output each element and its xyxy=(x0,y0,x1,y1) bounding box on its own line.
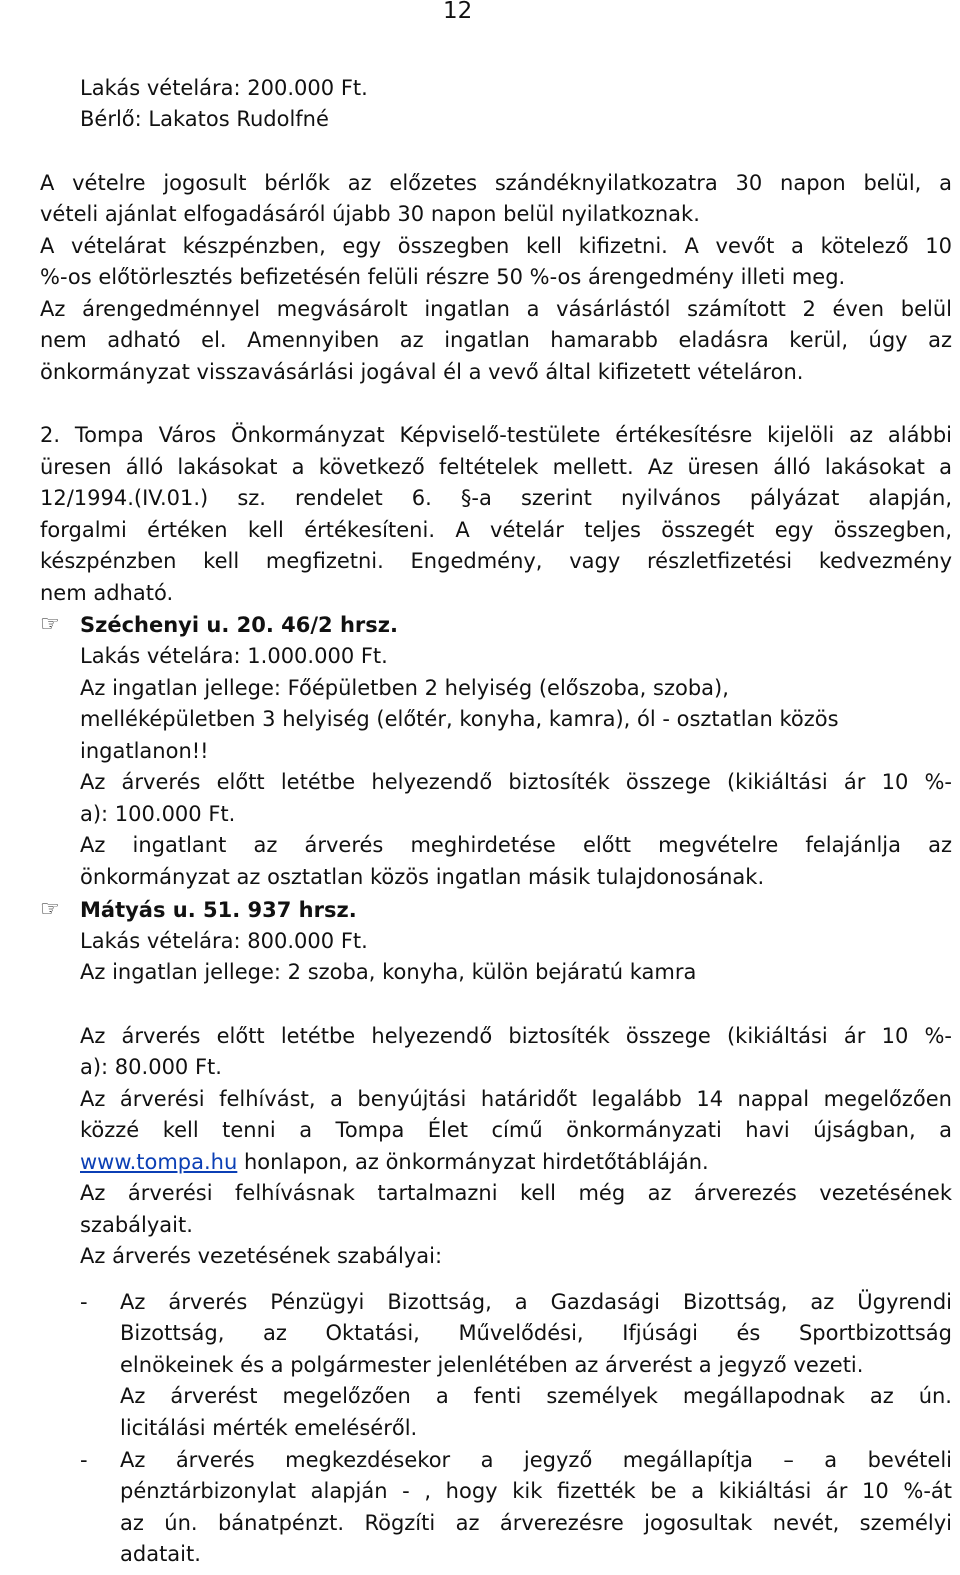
section2-line: 2. Tompa Város Önkormányzat Képviselő-testülete értékesítésre kijelöli az alábbi xyxy=(40,423,952,447)
item-line: melléképületben 3 helyiség (előtér, konyha, kamra), ól - osztatlan közös xyxy=(80,707,839,731)
tenant-text: Bérlő: Lakatos Rudolfné xyxy=(80,107,329,131)
rule-line: licitálási mérték emeléséről. xyxy=(120,1416,418,1440)
paragraph-line: Az árengedménnyel megvásárolt ingatlan a vásárlástól számított 2 éven belül xyxy=(40,297,952,321)
section2-line: forgalmi értéken kell értékesíteni. A vételár teljes összegét egy összegben, xyxy=(40,518,952,542)
rule-line: elnökeinek és a polgármester jelenlétében az árverést a jegyző vezeti. xyxy=(120,1353,864,1377)
item-line: a): 80.000 Ft. xyxy=(80,1055,222,1079)
link-after-text: honlapon, az önkormányzat hirdetőtábláján. xyxy=(237,1150,709,1174)
section2-line: készpénzben kell megfizetni. Engedmény, vagy részletfizetési kedvezmény xyxy=(40,549,952,573)
rule-line: adatait. xyxy=(120,1542,201,1566)
item-line: a): 100.000 Ft. xyxy=(80,802,236,826)
item-line: Az árverési felhívást, a benyújtási határidőt legalább 14 nappal megelőzően xyxy=(80,1087,952,1111)
item-line: szabályait. xyxy=(80,1213,193,1237)
item-line: Lakás vételára: 1.000.000 Ft. xyxy=(80,644,388,668)
item-heading: Széchenyi u. 20. 46/2 hrsz. xyxy=(80,613,398,637)
item-line: önkormányzat az osztatlan közös ingatlan másik tulajdonosának. xyxy=(80,865,765,889)
rule-line: Az árverést megelőzően a fenti személyek megállapodnak az ún. xyxy=(120,1384,952,1408)
item-line: Lakás vételára: 800.000 Ft. xyxy=(80,929,368,953)
item-line: Az ingatlan jellege: Főépületben 2 helyiség (előszoba, szoba), xyxy=(80,676,729,700)
rule-line: Az árverés Pénzügyi Bizottság, a Gazdasági Bizottság, az Ügyrendi xyxy=(120,1290,952,1314)
rule-line: Bizottság, az Oktatási, Művelődési, Ifjúsági és Sportbizottság xyxy=(120,1321,952,1345)
section2-line: nem adható. xyxy=(40,581,174,605)
rule-line: Az árverés megkezdésekor a jegyző megállapítja – a bevételi xyxy=(120,1448,952,1472)
item-line: Az árverési felhívásnak tartalmazni kell még az árverezés vezetésének xyxy=(80,1181,952,1205)
item-line: ingatlanon!! xyxy=(80,739,209,763)
paragraph-line: A vételárat készpénzben, egy összegben kell kifizetni. A vevőt a kötelező 10 xyxy=(40,234,952,258)
rule-line: pénztárbizonylat alapján - , hogy kik fizették be a kikiáltási ár 10 %-át xyxy=(120,1479,952,1503)
paragraph-line: %-os előtörlesztés befizetésén felüli részre 50 %-os árengedmény illeti meg. xyxy=(40,265,846,289)
website-link[interactable]: www.tompa.hu xyxy=(80,1150,238,1174)
item-line: Az árverés előtt letétbe helyezendő biztosíték összege (kikiáltási ár 10 %- xyxy=(80,770,952,794)
price-text: Lakás vételára: 200.000 Ft. xyxy=(80,76,368,100)
item-line: Az ingatlan jellege: 2 szoba, konyha, külön bejáratú kamra xyxy=(80,960,697,984)
paragraph-line: nem adható el. Amennyiben az ingatlan hamarabb eladásra kerül, úgy az xyxy=(40,328,952,352)
item-line: Az ingatlant az árverés meghirdetése előtt megvételre felajánlja az xyxy=(80,833,952,857)
item-heading: Mátyás u. 51. 937 hrsz. xyxy=(80,898,357,922)
section2-line: üresen álló lakásokat a következő feltételek mellett. Az üresen álló lakásokat a xyxy=(40,455,952,479)
item-line: Az árverés előtt letétbe helyezendő biztosíték összege (kikiáltási ár 10 %- xyxy=(80,1024,952,1048)
item-line: közzé kell tenni a Tompa Élet című önkormányzati havi újságban, a xyxy=(80,1118,952,1142)
page-number: 12 xyxy=(443,0,473,24)
section2-line: 12/1994.(IV.01.) sz. rendelet 6. §-a szerint nyilvános pályázat alapján, xyxy=(40,486,952,510)
pointing-hand-icon: ☞ xyxy=(40,897,60,922)
rule-dash: - xyxy=(80,1290,88,1314)
pointing-hand-icon: ☞ xyxy=(40,612,60,637)
paragraph-line: önkormányzat visszavásárlási jogával él a vevő által kifizetett vételáron. xyxy=(40,360,804,384)
item-line: Az árverés vezetésének szabályai: xyxy=(80,1244,443,1268)
paragraph-line: vételi ajánlat elfogadásáról újabb 30 napon belül nyilatkoznak. xyxy=(40,202,700,226)
paragraph-line: A vételre jogosult bérlők az előzetes szándéknyilatkozatra 30 napon belül, a xyxy=(40,171,952,195)
link-line xyxy=(80,1147,709,1177)
rule-dash: - xyxy=(80,1448,88,1472)
rule-line: az ún. bánatpénzt. Rögzíti az árverezésre jogosultak nevét, személyi xyxy=(120,1511,952,1535)
